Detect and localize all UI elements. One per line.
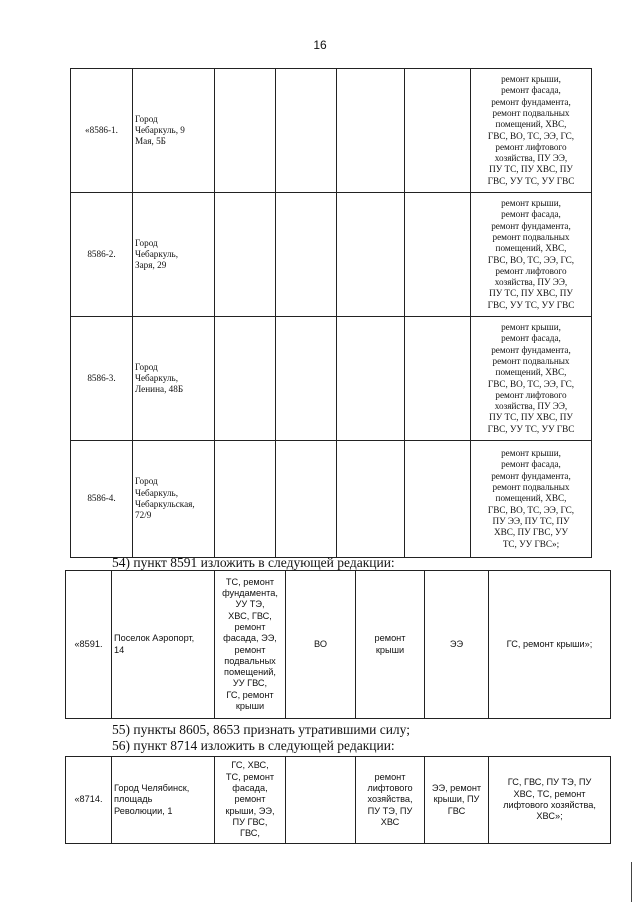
item-address: Город Чебаркуль, Ленина, 48Б — [133, 317, 215, 441]
empty-cell — [215, 441, 276, 558]
table-row — [71, 441, 592, 558]
item-number: 8586-4. — [71, 441, 133, 558]
table-row — [71, 317, 592, 441]
item-number: 8586-2. — [71, 193, 133, 317]
item-address: Город Челябинск, площадь Революции, 1 — [112, 757, 215, 844]
empty-cell — [405, 317, 471, 441]
empty-cell — [337, 69, 405, 193]
empty-cell — [405, 441, 471, 558]
works-cell: ВО — [286, 571, 356, 719]
item-number: «8586-1. — [71, 69, 133, 193]
items-8586-table — [70, 68, 592, 558]
item-number: 8586-3. — [71, 317, 133, 441]
table-row — [66, 757, 611, 844]
table-row — [71, 69, 592, 193]
works-cell: ГС, ремонт крыши»; — [489, 571, 611, 719]
works-cell: ГС, ГВС, ПУ ТЭ, ПУ ХВС, ТС, ремонт лифтового хозяйства, ХВС»; — [489, 757, 611, 844]
item-works: ремонт крыши, ремонт фасада, ремонт фундамента, ремонт подвальных помещений, ХВС, ГВС, ВО, ТС, ЭЭ, ГС, ремонт лифтового хозяйства, ПУ ЭЭ, ПУ ТС, ПУ ХВС, ПУ ГВС, УУ ТС, УУ ГВС — [471, 69, 592, 193]
empty-cell — [337, 441, 405, 558]
instruction-56: 56) пункт 8714 изложить в следующей редакции: — [112, 738, 395, 753]
empty-cell — [276, 317, 337, 441]
empty-cell — [276, 441, 337, 558]
item-works: ремонт крыши, ремонт фасада, ремонт фундамента, ремонт подвальных помещений, ХВС, ГВС, ВО, ТС, ЭЭ, ГС, ремонт лифтового хозяйства, ПУ ЭЭ, ПУ ТС, ПУ ХВС, ПУ ГВС, УУ ТС, УУ ГВС — [471, 317, 592, 441]
empty-cell — [215, 69, 276, 193]
table-row — [71, 193, 592, 317]
item-address: Поселок Аэропорт, 14 — [112, 571, 215, 719]
item-number: «8714. — [66, 757, 112, 844]
works-cell: ЭЭ — [425, 571, 489, 719]
instruction-55: 55) пункты 8605, 8653 признать утратившими силу; — [112, 722, 410, 737]
works-cell: ЭЭ, ремонт крыши, ПУ ГВС — [425, 757, 489, 844]
scan-edge-mark — [631, 862, 632, 902]
page-number: 16 — [313, 38, 327, 52]
works-cell: ремонт лифтового хозяйства, ПУ ТЭ, ПУ ХВС — [356, 757, 425, 844]
item-address: Город Чебаркуль, Заря, 29 — [133, 193, 215, 317]
works-cell: ГС, ХВС, ТС, ремонт фасада, ремонт крыши, ЭЭ, ПУ ГВС, ГВС, — [215, 757, 286, 844]
item-address: Город Чебаркуль, Чебаркульская, 72/9 — [133, 441, 215, 558]
empty-cell — [337, 193, 405, 317]
works-cell: ремонт крыши — [356, 571, 425, 719]
works-cell: ТС, ремонт фундамента, УУ ТЭ, ХВС, ГВС, ремонт фасада, ЭЭ, ремонт подвальных помещений, УУ ГВС, ГС, ремонт крыши — [215, 571, 286, 719]
empty-cell — [405, 193, 471, 317]
empty-cell — [276, 193, 337, 317]
item-8591-table — [65, 570, 611, 719]
item-number: «8591. — [66, 571, 112, 719]
empty-cell — [276, 69, 337, 193]
empty-cell — [405, 69, 471, 193]
table-row — [66, 571, 611, 719]
works-cell — [286, 757, 356, 844]
item-8714-table — [65, 756, 611, 844]
item-address: Город Чебаркуль, 9 Мая, 5Б — [133, 69, 215, 193]
empty-cell — [215, 193, 276, 317]
item-works: ремонт крыши, ремонт фасада, ремонт фундамента, ремонт подвальных помещений, ХВС, ГВС, ВО, ТС, ЭЭ, ГС, ремонт лифтового хозяйства, ПУ ЭЭ, ПУ ТС, ПУ ХВС, ПУ ГВС, УУ ТС, УУ ГВС — [471, 193, 592, 317]
instruction-54: 54) пункт 8591 изложить в следующей редакции: — [112, 555, 395, 570]
empty-cell — [215, 317, 276, 441]
item-works: ремонт крыши, ремонт фасада, ремонт фундамента, ремонт подвальных помещений, ХВС, ГВС, ВО, ТС, ЭЭ, ГС, ПУ ЭЭ, ПУ ТС, ПУ ХВС, ПУ ГВС, УУ ТС, УУ ГВС»; — [471, 441, 592, 558]
empty-cell — [337, 317, 405, 441]
